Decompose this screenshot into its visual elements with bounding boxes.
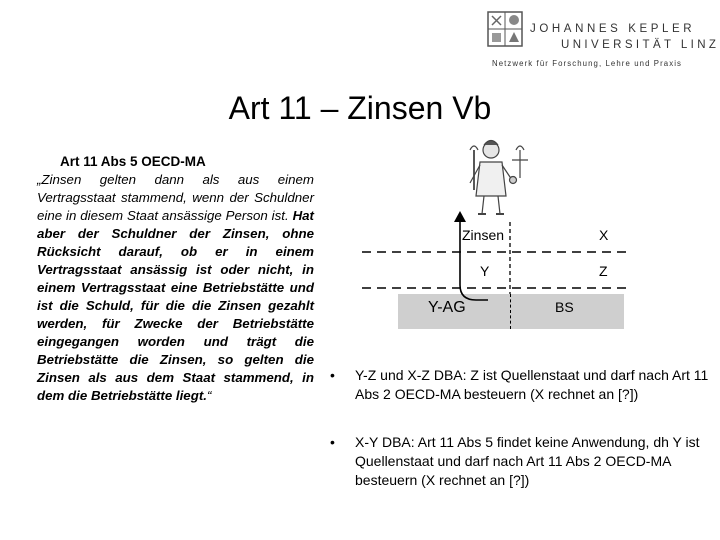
label-y-ag: Y-AG (428, 299, 466, 316)
label-state-y: Y (480, 263, 490, 279)
label-state-x: X (599, 227, 609, 243)
bullet-mark: • (330, 434, 335, 450)
bullet-text: Y-Z und X-Z DBA: Z ist Quellenstaat und darf nach Art 11 Abs 2 OECD-MA besteuern (X rechnet an [?]) (355, 367, 709, 402)
logo-university-name-line1: JOHANNES KEPLER (530, 23, 696, 35)
quote-text (37, 171, 314, 405)
bullet-item (330, 366, 710, 404)
label-bs: BS (555, 299, 574, 315)
slide-title: Art 11 – Zinsen Vb (228, 90, 492, 126)
creditor-figure-icon (470, 141, 528, 215)
bullet-item (330, 433, 710, 490)
bullet-text: X-Y DBA: Art 11 Abs 5 findet keine Anwendung, dh Y ist Quellenstaat und darf nach Art 11 Abs 2 OECD-MA besteuern (X rechnet an [?]) (355, 434, 700, 488)
bullet-mark: • (330, 367, 335, 383)
quote-text-regular: „Zinsen gelten dann als aus einem Vertragsstaat stammend, wenn der Schuldner eine in diesem Staat ansässige Person ist. (37, 172, 314, 223)
quote-text-closing: “ (206, 388, 212, 403)
university-crest-icon (486, 10, 524, 48)
logo-tagline: Netzwerk für Forschung, Lehre und Praxis (492, 59, 683, 68)
label-state-z: Z (599, 263, 608, 279)
quote-text-bold: Hat aber der Schuldner der Zinsen, ohne Rücksicht darauf, ob er in einem Vertragsstaat ansässig ist oder nicht, in einem Vertragsstaat eine Betriebstätte und ist die Schuld, für die die Zinsen gezahlt werden, für Zwecke der Betriebstätte eingegangen worden und trägt die Betriebstätte die Zinsen, so gelten die Zinsen als aus dem Staat stammend, in dem die Betriebstätte liegt. (37, 208, 314, 403)
bs-divider-line (510, 294, 511, 329)
quote-heading: Art 11 Abs 5 OECD-MA (60, 154, 206, 169)
arrow-head-icon (454, 211, 466, 222)
label-zinsen: Zinsen (462, 227, 505, 243)
logo-university-name-line2: UNIVERSITÄT LINZ (561, 39, 720, 51)
